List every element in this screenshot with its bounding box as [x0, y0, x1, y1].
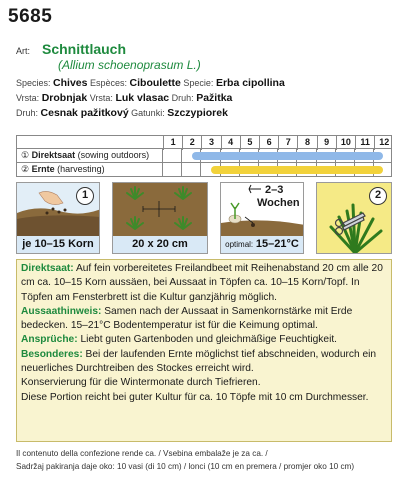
instr-portion: Diese Portion reicht bei guter Kultur für ca. 10 Töpfe mit 10 cm Durchmesser.: [21, 391, 369, 403]
instr-besonderes: Besonderes: Bei der laufenden Ernte möglichst tief abschneiden, wodurch ein neuerliches Durchtreiben des Stockes erreicht wird.: [21, 348, 377, 375]
pictogram-strip: [16, 182, 392, 254]
pictogram-germination: [220, 182, 304, 254]
step-badge-1: 1: [76, 187, 94, 205]
calendar-month-7: 7: [278, 136, 297, 150]
calendar-bar-sowing: [192, 152, 383, 160]
latin-name: (Allium schoenoprasum L.): [58, 58, 201, 72]
optimal-temperature: optimal: 15–21°C: [221, 236, 303, 253]
names-line-2: Vrsta: Drobnjak Vrsta: Luk vlasac Druh: Pažitka: [16, 92, 233, 104]
calendar-gridline: [181, 149, 182, 163]
names-line-1: Species: Chives Espèces: Ciboulette Specie: Erba cipollina: [16, 77, 285, 89]
instr-ansprueche: Ansprüche: Liebt guten Gartenboden und gleichmäßige Feuchtigkeit.: [21, 334, 337, 346]
calendar-gridline: [181, 163, 182, 177]
calendar-gridline: [200, 163, 201, 177]
pictogram-spacing: [112, 182, 208, 254]
art-label: Art:: [16, 46, 31, 56]
product-title: Schnittlauch: [42, 41, 127, 57]
calendar-gridline: [162, 149, 163, 163]
calendar-month-12: 12: [374, 136, 393, 150]
calendar-month-2: 2: [182, 136, 201, 150]
instructions-box: [16, 259, 392, 442]
calendar-header: [16, 135, 392, 149]
pictogram-harvest: [316, 182, 392, 254]
calendar-month-1: 1: [163, 136, 182, 150]
calendar-month-8: 8: [297, 136, 316, 150]
germination-illustration: [221, 183, 304, 239]
calendar-row-harvest: [16, 163, 392, 177]
germination-weeks-number: 2–3: [265, 184, 284, 196]
calendar-month-6: 6: [259, 136, 278, 150]
calendar-row-sowing: [16, 149, 392, 163]
instr-direktsaat: Direktsaat: Auf fein vorbereitetes Freilandbeet mit Reihenabstand 20 cm alle 20 cm ca. 10–15 Korn aussäen, bei Aussaat in Töpfen ca. 10–15 Korn/Topf. In Töpfen am Fensterbrett ist die Kultur ganzjährig möglich.: [21, 263, 383, 303]
calendar-month-5: 5: [240, 136, 259, 150]
calendar-month-3: 3: [201, 136, 220, 150]
calendar-month-9: 9: [317, 136, 336, 150]
calendar-gridline: [162, 163, 163, 177]
seeds-per-spot-caption: je 10–15 Korn: [17, 236, 99, 253]
pictogram-sowing: [16, 182, 100, 254]
spacing-illustration: [113, 183, 208, 239]
calendar-month-10: 10: [336, 136, 355, 150]
calendar-row-label: ② Ernte (harvesting): [21, 164, 105, 174]
germination-weeks-label: Wochen: [257, 197, 300, 209]
instr-konservierung: Konservierung für die Wintermonate durch Tiefrieren.: [21, 377, 261, 389]
calendar-month-4: 4: [221, 136, 240, 150]
footer-line-1: Il contenuto della confezione rende ca. / Vsebina embalaže je za ca. /: [16, 449, 268, 458]
footer-line-2: Sadržaj pakiranja daje oko: 10 vasi (di 10 cm) / lonci (10 cm en premera / promjer oko 10 cm): [16, 462, 355, 471]
spacing-caption: 20 x 20 cm: [113, 236, 207, 253]
names-line-3: Druh: Cesnak pažitkový Gatunki: Szczypiorek: [16, 107, 228, 119]
calendar: [16, 135, 392, 179]
calendar-bar-harvest: [211, 166, 383, 174]
step-badge-2: 2: [369, 187, 387, 205]
calendar-month-11: 11: [355, 136, 374, 150]
product-code: 5685: [8, 6, 53, 27]
calendar-row-label: ① Direktsaat (sowing outdoors): [21, 150, 150, 160]
instr-aussaathinweis: Aussaathinweis: Samen nach der Aussaat in Samenkornstärke mit Erde bedecken. 15–21°C Bodentemperatur ist für die Keimung optimal.: [21, 305, 353, 332]
